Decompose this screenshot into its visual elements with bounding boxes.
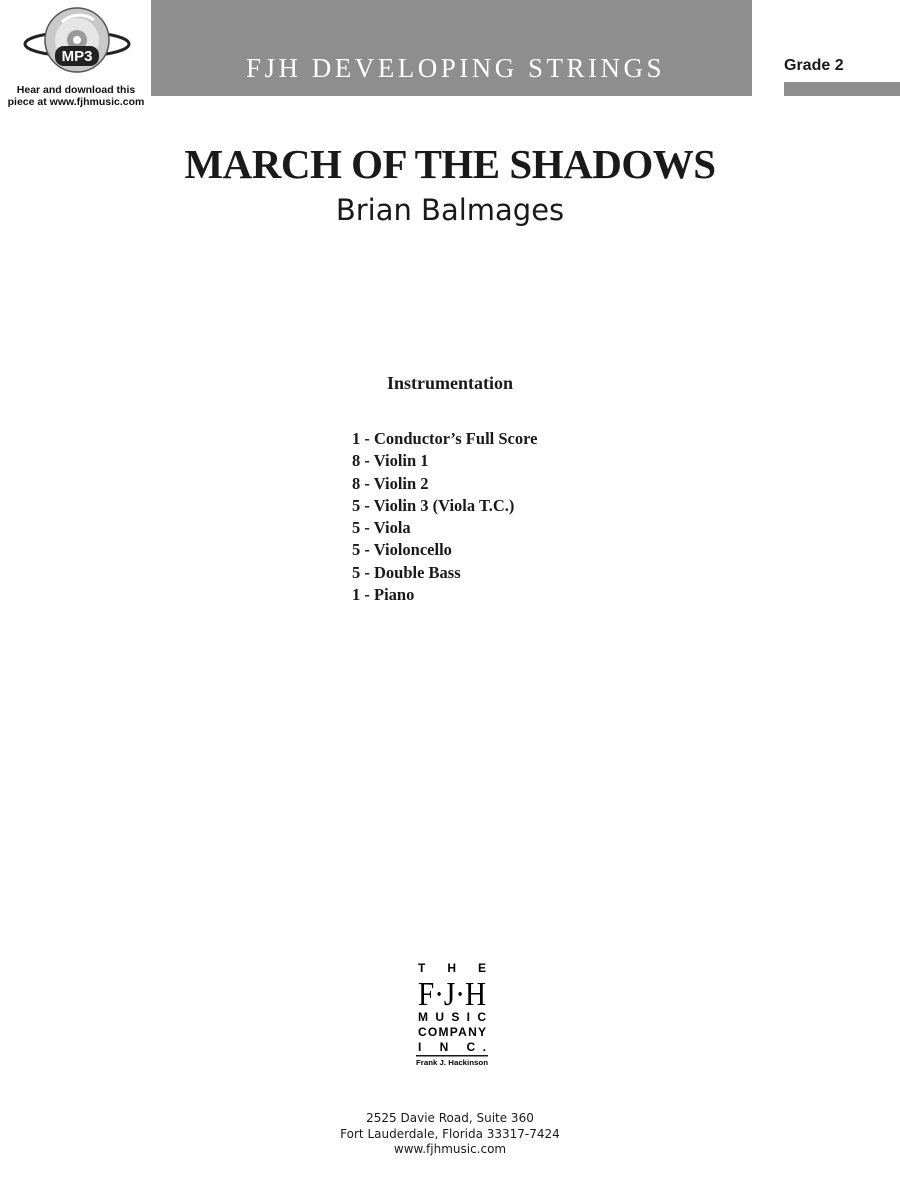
address-website[interactable]: www.fjhmusic.com xyxy=(393,1142,507,1156)
grade-bar xyxy=(784,82,900,96)
logo-company: COMPANY xyxy=(418,1025,486,1039)
logo-divider xyxy=(416,1055,488,1057)
logo-music: MUSIC xyxy=(418,1010,486,1024)
instrument-item: 5 - Viola xyxy=(352,518,411,538)
mp3-caption-line2: piece at www.fjhmusic.com xyxy=(7,96,145,108)
piece-title: MARCH OF THE SHADOWS xyxy=(184,141,716,187)
instrumentation-heading: Instrumentation xyxy=(386,373,513,393)
publisher-address xyxy=(0,1111,900,1158)
instrument-item: 5 - Violoncello xyxy=(352,540,452,560)
series-title: FJH DEVELOPING STRINGS xyxy=(245,52,666,83)
logo-inc: I N C. xyxy=(418,1040,486,1054)
instrument-item: 5 - Double Bass xyxy=(352,562,461,582)
instrument-item: 1 - Conductor’s Full Score xyxy=(352,429,538,448)
mp3-download-badge[interactable] xyxy=(0,0,150,115)
address-line2: Fort Lauderdale, Florida 33317-7424 xyxy=(340,1126,560,1141)
instrumentation-list xyxy=(352,428,537,606)
instrument-item: 1 - Piano xyxy=(352,585,415,605)
instrument-item: 5 - Violin 3 (Viola T.C.) xyxy=(352,495,515,515)
grade-label: Grade 2 xyxy=(784,57,844,74)
series-banner xyxy=(151,0,752,96)
mp3-caption xyxy=(0,84,152,108)
instrument-item: 8 - Violin 1 xyxy=(352,451,429,471)
logo-founder: Frank J. Hackinson xyxy=(416,1060,488,1067)
fjh-publisher-logo xyxy=(414,959,490,1069)
logo-the: T H E xyxy=(418,961,486,975)
logo-fjh: F·J·H xyxy=(418,976,486,1013)
mp3-caption-line1: Hear and download this xyxy=(16,84,136,96)
instrument-item: 8 - Violin 2 xyxy=(352,473,429,493)
mp3-disc-icon xyxy=(22,4,132,86)
address-line1: 2525 Davie Road, Suite 360 xyxy=(366,1111,534,1125)
mp3-disc-label: MP3 xyxy=(61,48,93,65)
composer-name: Brian Balmages xyxy=(335,193,565,227)
